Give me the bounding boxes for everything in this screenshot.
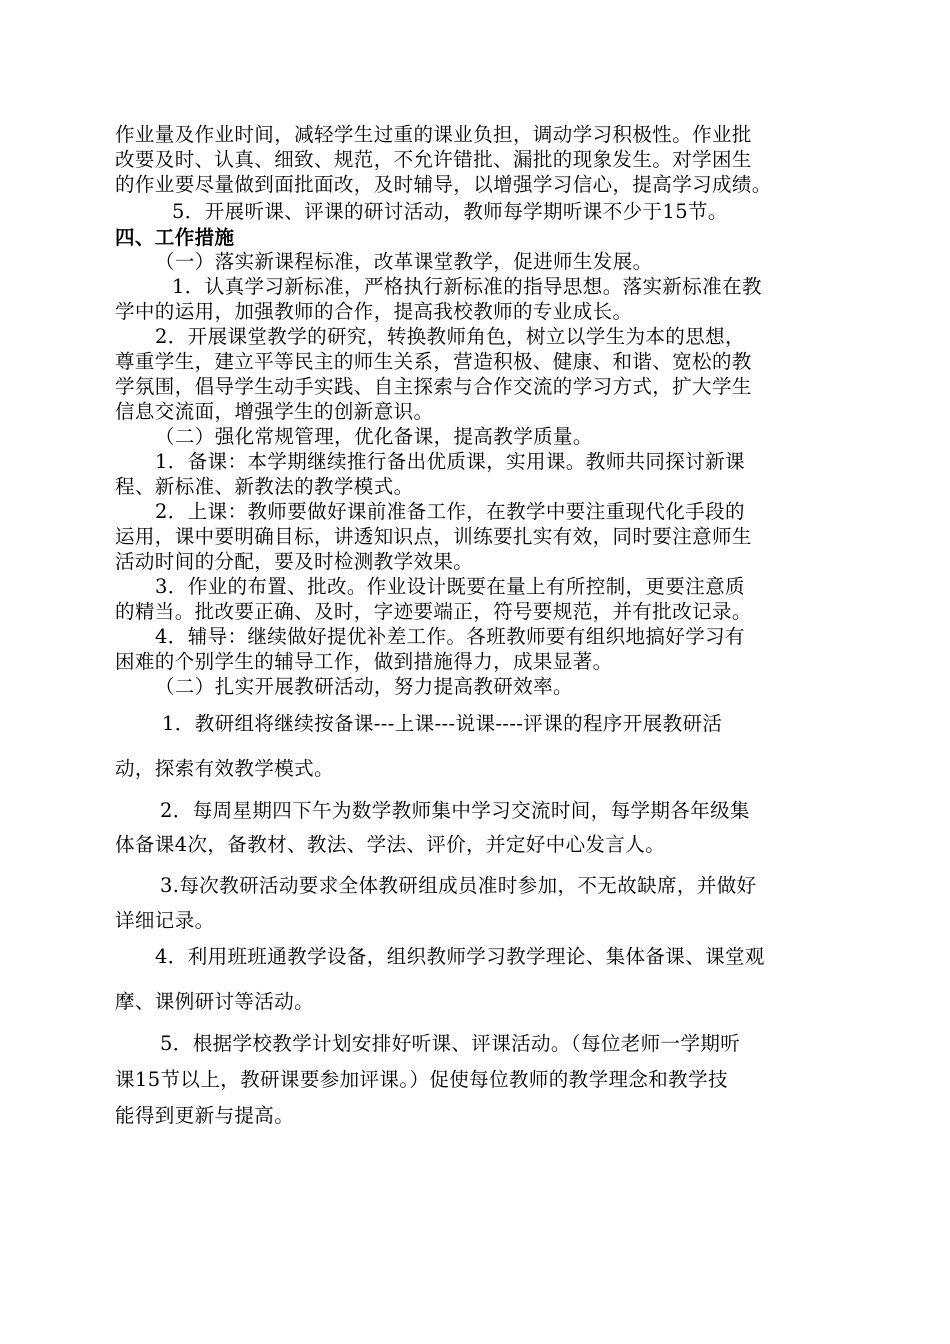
- subsection-heading: （二）强化常规管理，优化备课，提高教学质量。: [155, 425, 593, 448]
- text-line: 4．辅导：继续做好提优补差工作。各班教师要有组织地搞好学习有: [155, 625, 745, 648]
- text-line: 1．教研组将继续按备课---上课---说课----评课的程序开展教研活: [162, 712, 723, 735]
- text-line: 3．作业的布置、批改。作业设计既要在量上有所控制，更要注意质: [155, 575, 745, 598]
- text-line: 学氛围，倡导学生动手实践、自主探索与合作交流的学习方式，扩大学生: [115, 375, 752, 398]
- text-line: 信息交流面，增强学生的创新意识。: [115, 400, 434, 423]
- text-line: 动，探索有效教学模式。: [115, 757, 334, 780]
- text-line: 2．每周星期四下午为数学教师集中学习交流时间，每学期各年级集: [160, 799, 750, 822]
- text-line: 1．备课：本学期继续推行备出优质课，实用课。教师共同探讨新课: [155, 450, 745, 473]
- text-line: 困难的个别学生的辅导工作，做到措施得力，成果显著。: [115, 650, 613, 673]
- text-line: 2．开展课堂教学的研究，转换教师角色，树立以学生为本的思想，: [155, 325, 745, 348]
- text-line: 尊重学生，建立平等民主的师生关系，营造积极、健康、和谐、宽松的教: [115, 350, 752, 373]
- text-line: 作业量及作业时间，减轻学生过重的课业负担，调动学习积极性。作业批: [115, 123, 752, 146]
- text-line: 1．认真学习新标准，严格执行新标准的指导思想。落实新标准在教: [172, 275, 762, 298]
- text-line: 详细记录。: [115, 909, 215, 932]
- text-line: 能得到更新与提高。: [115, 1104, 295, 1127]
- text-line: 活动时间的分配，要及时检测教学效果。: [115, 550, 474, 573]
- text-line: 程、新标准、新教法的教学模式。: [115, 475, 414, 498]
- text-line: 学中的运用，加强教师的合作，提高我校教师的专业成长。: [115, 300, 633, 323]
- text-line: 5．根据学校教学计划安排好听课、评课活动。（每位老师一学期听: [160, 1032, 741, 1055]
- text-line: 运用，课中要明确目标，讲透知识点，训练要扎实有效，同时要注意师生: [115, 525, 752, 548]
- text-line: 的精当。批改要正确、及时，字迹要端正，符号要规范，并有批改记录。: [115, 600, 752, 623]
- text-line: 体备课4次，备教材、教法、学法、评价，并定好中心发言人。: [115, 833, 666, 856]
- subsection-heading: （二）扎实开展教研活动，努力提高教研效率。: [155, 675, 573, 698]
- text-line: 5．开展听课、评课的研讨活动，教师每学期听课不少于15节。: [172, 200, 728, 223]
- text-line: 摩、课例研讨等活动。: [115, 990, 315, 1013]
- text-line: 的作业要尽量做到面批面改，及时辅导，以增强学习信心，提高学习成绩。: [115, 173, 772, 196]
- text-line: 改要及时、认真、细致、规范，不允许错批、漏批的现象发生。对学困生: [115, 148, 752, 171]
- subsection-heading: （一）落实新课程标准，改革课堂教学，促进师生发展。: [155, 250, 653, 273]
- text-line: 课15节以上，教研课要参加评课。）促使每位教师的教学理念和教学技: [115, 1068, 728, 1091]
- text-line: 4．利用班班通教学设备，组织教师学习教学理论、集体备课、课堂观: [155, 945, 765, 968]
- section-heading: 四、工作措施: [115, 226, 235, 249]
- text-line: 3.每次教研活动要求全体教研组成员准时参加，不无故缺席，并做好: [160, 874, 757, 897]
- text-line: 2．上课：教师要做好课前准备工作，在教学中要注重现代化手段的: [155, 500, 745, 523]
